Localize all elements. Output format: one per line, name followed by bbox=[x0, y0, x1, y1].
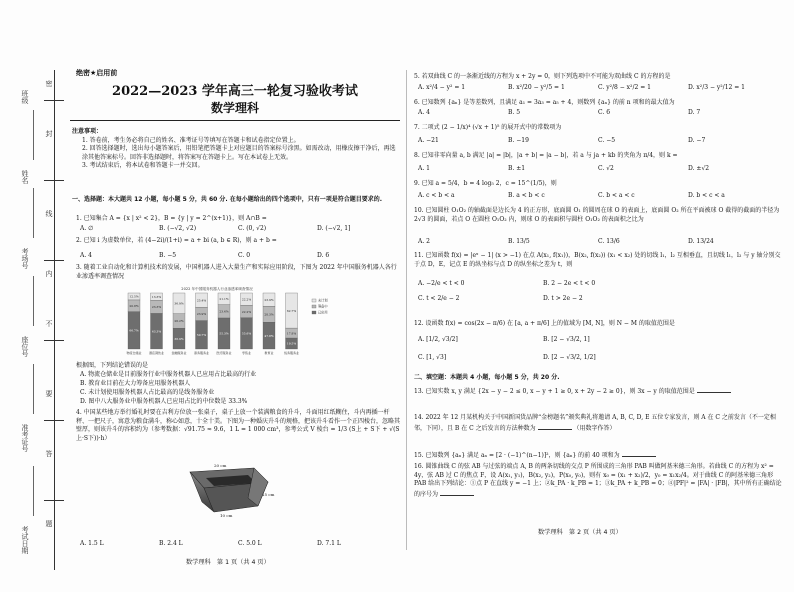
field-blank[interactable] bbox=[33, 188, 34, 238]
chart-data-label: 17.8% bbox=[286, 331, 297, 336]
option[interactable]: D. b < c < a bbox=[688, 192, 725, 199]
option[interactable]: A. [1/2, √3/2] bbox=[418, 336, 458, 343]
answer-blank[interactable] bbox=[538, 423, 572, 430]
option[interactable]: C. 0 bbox=[238, 252, 251, 259]
question-15: 15. 已知数列 {aₙ} 满足 aₙ = [2 · (−1)^(n−1)]²，则 {aₙ} 的前 40 项和为 bbox=[414, 450, 784, 461]
chart-data-label: 23.9% bbox=[264, 297, 274, 302]
legend-label: 已应用 bbox=[318, 310, 328, 315]
option[interactable]: C. (0, √2) bbox=[238, 225, 267, 232]
option[interactable]: D. 7 bbox=[688, 109, 701, 116]
chart-data-label: 50.7% bbox=[196, 333, 207, 338]
field-label-name: 姓名 bbox=[21, 170, 29, 184]
question-10-options bbox=[418, 238, 778, 247]
option[interactable]: D. 13/24 bbox=[688, 238, 714, 245]
question-6-options bbox=[418, 109, 778, 118]
chart-category-label: 教育业 bbox=[264, 351, 274, 355]
chart-data-label: 63.3% bbox=[151, 329, 162, 334]
sealed-char: 线 bbox=[45, 210, 53, 217]
option[interactable]: A. −21 bbox=[418, 137, 439, 144]
option[interactable]: D. x²/3 − y²/12 = 1 bbox=[688, 84, 745, 91]
option[interactable]: A. 4 bbox=[418, 109, 430, 116]
legend-swatch bbox=[312, 305, 316, 308]
option[interactable]: B. 5 bbox=[508, 109, 521, 116]
option[interactable]: A. 1 bbox=[418, 165, 430, 172]
question-3-option-b[interactable]: B. 教育业目前在大力筹备应用服务机器人 bbox=[80, 380, 191, 387]
question-2-options bbox=[80, 252, 396, 261]
section-one-heading: 一、选择题：本大题共 12 小题，每小题 5 分，共 60 分. 在每小题给出的四个选项中，只有一项是符合题目要求的. bbox=[72, 196, 383, 203]
notes-heading: 注意事项： bbox=[72, 128, 103, 135]
basin-bottom-label: 10 cm bbox=[220, 513, 233, 518]
question-3: 3. 随着工业自动化和计算机技术的发展，中国机器人进入大量生产和实际应用阶段，下图为 2022 年中国服务机器人各行业渗透率调查情况 bbox=[76, 264, 397, 280]
option[interactable]: A. c < b < a bbox=[418, 192, 455, 199]
option[interactable]: A. ∅ bbox=[80, 225, 94, 232]
option[interactable]: D. ±√2 bbox=[688, 165, 710, 172]
option[interactable]: B. 2.4 L bbox=[159, 540, 183, 547]
answer-blank[interactable] bbox=[440, 489, 474, 496]
field-label-date: 考试日期 bbox=[21, 526, 29, 554]
field-label-room: 考场号 bbox=[21, 248, 29, 269]
option[interactable]: C. 13/6 bbox=[598, 238, 620, 245]
question-8: 8. 已知非零向量 a, b 满足 |a| = |b|，|a + b| = |a − b|，若 a 与 ja + kb 的夹角为 π/4，则 k = bbox=[414, 152, 678, 159]
field-blank[interactable] bbox=[33, 276, 34, 326]
question-1: 1. 已知集合 A = {x | x² < 2}，B = {y | y = 2^(x+1)}，则 A∩B = bbox=[76, 215, 267, 222]
option[interactable]: B. −5 bbox=[159, 252, 177, 259]
sealed-char: 不 bbox=[45, 320, 53, 327]
option[interactable]: A. 1.5 L bbox=[80, 540, 104, 547]
chart-data-label: 62.7% bbox=[286, 308, 297, 313]
option[interactable]: C. √2 bbox=[598, 165, 614, 172]
chart-data-label: 23.9% bbox=[196, 312, 207, 317]
chart-category-label: 医疗服务业 bbox=[216, 351, 232, 355]
sealed-char: 内 bbox=[45, 270, 53, 277]
option[interactable]: C. −5 bbox=[598, 137, 616, 144]
question-6: 6. 已知数列 {aₙ} 是等差数列，且满足 a₁ = 3a₃ = a₅ + 4，则数列 {aₙ} 的前 n 项和的最大值为 bbox=[414, 99, 675, 106]
field-label-class: 班级 bbox=[21, 90, 29, 104]
option[interactable]: A. −2/e < t < 0 bbox=[418, 280, 465, 287]
question-12: 12. 设函数 f(x) = cos(2x − π/6) 在 [a, a + π/6] 上的值域为 [M, N]，则 N − M 的取值范围是 bbox=[414, 320, 675, 327]
exam-subject: 数学理科 bbox=[210, 101, 259, 115]
chart-data-label: 19.5% bbox=[286, 341, 297, 346]
note-item: 1. 答卷前，考生务必将自己的姓名、准考证号等填写在答题卡和试卷指定位置上。 bbox=[82, 136, 300, 144]
question-1-options bbox=[80, 225, 396, 234]
question-12-options-row2 bbox=[418, 354, 668, 363]
column-divider bbox=[406, 70, 407, 550]
sealed-char: 要 bbox=[45, 390, 53, 397]
legend-label: 筹备中 bbox=[318, 304, 328, 309]
question-11-options-row1 bbox=[418, 280, 668, 289]
field-blank[interactable] bbox=[33, 364, 34, 414]
note-item: 2. 回答选择题时，选出每小题答案后，用铅笔把答题卡上对应题目的答案标号涂黑。如需改动，用橡皮擦干净后，再选涂其他答案标号。回答非选择题时，将答案写在答题卡上。写在本试卷上无效。 bbox=[82, 145, 396, 161]
chart-data-label: 20.8% bbox=[129, 304, 139, 309]
chart-category-label: 酒店餐饮业 bbox=[148, 351, 165, 355]
question-9: 9. 已知 a = 5/4，b = 4 log₅ 2，c = 15^(1/5)，则 bbox=[414, 180, 557, 187]
chart-category-label: 商务服务业 bbox=[193, 351, 210, 355]
chart-data-label: 47.8% bbox=[264, 333, 274, 338]
question-13: 13. 已知实数 x, y 满足 {2x − y − 2 ≤ 0, x − y + 1 ≥ 0, x + 2y − 2 ≥ 0}，则 3x − y 的取值范围是 bbox=[414, 386, 784, 397]
sealed-char: 题 bbox=[45, 520, 53, 527]
chart-data-label: 23.3% bbox=[151, 305, 162, 310]
chart-data-label: 12.5% bbox=[129, 294, 139, 299]
question-3-option-d[interactable]: D. 图中八大服务业中服务机器人已应用占比的中位数是 33.3% bbox=[80, 398, 248, 405]
chart-data-label: 25.4% bbox=[196, 298, 207, 303]
legend-swatch bbox=[312, 311, 316, 314]
question-3-prompt: 根据图，下列结论错误的是 bbox=[76, 362, 149, 369]
note-item: 3. 考试结束后，将本试卷和答题卡一并交回。 bbox=[82, 162, 204, 170]
chart-category-label: 金融服务业 bbox=[171, 351, 187, 355]
chart-category-label: 线务服务业 bbox=[283, 351, 300, 355]
chart-data-label: 36.9% bbox=[174, 336, 184, 341]
chart-category-label: 物流仓储业 bbox=[126, 351, 142, 355]
option[interactable]: D. t > 2e − 2 bbox=[543, 295, 583, 302]
answer-blank[interactable] bbox=[622, 450, 656, 457]
option[interactable]: B. 2 − 2e < t < 0 bbox=[543, 280, 596, 287]
chart-data-label: 66.7% bbox=[129, 328, 139, 333]
option[interactable]: B. −19 bbox=[508, 137, 529, 144]
binding-margin bbox=[0, 70, 64, 570]
option[interactable]: B. (−√2, √2) bbox=[159, 225, 197, 232]
question-16: 16. 圆锥曲线 C 的弦 AB 与过弦的端点 A, B 的两条切线的交点 P 所围成的三角形 PAB 叫做阿基米德三角形。若曲线 C 的方程为 x² = 4y，弦 AB 过 C 的焦点 F，设 A(x₁, y₁)，B(x₂, y₂)，P(x₀, y₀)，则有 x₀ = (x₁ + x₂)/2，y₀ = x₁x₂/4。对于曲线 C 的阿基米德三角形 PAB 给出下列结论：①点 P 在直线 y = −1 上；②k_PA · k_PB = 1；③k_PA + k_PB = 0；④|PF|² = |FA| · |FB|，其中所有正确结论的序号为 bbox=[414, 463, 782, 498]
question-5: 5. 若双曲线 C 的一条渐近线的方程为 x + 2y = 0，则下列选项中不可能为双曲线 C 的方程的是 bbox=[414, 73, 671, 80]
chart-data-label: 13.3% bbox=[151, 294, 162, 299]
question-4: 4. 中国某些地方举行婚礼时要在吉利方位放一张桌子，桌子上放一个装满粮食的升斗，斗面用红纸糊住，斗内再插一杆秤、一把尺子，寓意为粮食满斗，称心如意，十全十美。下图为一种婚庆升斗的规格，把该升斗看作一个正四棱台，忽略其壁厚，则该升斗的容积约为（参考数据：√91.75 ≈ 9.6，1 L = 1 000 cm³，参考公式 V 棱台 = 1/3 (S上 + S下 + √(S上·S下))·h） bbox=[76, 409, 401, 442]
question-11: 11. 已知函数 f(x) = |eˣ − 1| (x > −1) 在点 A(x₁, f(x₁))，B(x₂, f(x₂)) (x₁ < x₂) 处的切线 l₁，l₂ 互相垂直，且切线 l₁，l₂ 与 y 轴分别交于点 D，E，记点 E 的纵坐标与点 D 的纵坐标之差为 t，则 bbox=[414, 252, 781, 268]
question-10: 10. 已知圆柱 O₁O₂ 的轴截面是边长为 4 的正方形，底面圆 O₁ 的圆周在球 O 的表面上，底面圆 O₂ 所在平面被球 O 截得的截面的半径为 2√3 的圆面，若点 O 在圆柱 O₁O₂ 内，则球 O 的表面积与圆柱 O₁O₂ 的表面积之比为 bbox=[414, 207, 780, 223]
chart-data-label: 21.1% bbox=[219, 297, 229, 302]
seal-line bbox=[54, 70, 55, 570]
option[interactable]: A. 4 bbox=[80, 252, 92, 259]
option[interactable]: B. 13/5 bbox=[508, 238, 530, 245]
question-7-options bbox=[418, 137, 778, 146]
chart-data-label: 22.2% bbox=[241, 309, 252, 314]
chart-data-label: 26.2% bbox=[174, 319, 184, 324]
page-footer-right: 数学理科 第 2 页（共 4 页） bbox=[538, 529, 622, 536]
question-4-options bbox=[80, 540, 396, 549]
option[interactable]: B. [2 − √3/2, 1] bbox=[543, 336, 590, 343]
question-3-option-a[interactable]: A. 物流仓储业是目前服务行业中服务机器人已应用占比最高的行业 bbox=[80, 371, 257, 378]
question-9-options bbox=[418, 192, 778, 201]
industry-penetration-chart bbox=[122, 285, 332, 361]
question-5-options bbox=[418, 84, 778, 93]
option[interactable]: B. a < b < c bbox=[508, 192, 545, 199]
question-2: 2. 已知 i 为虚数单位，若 (4−2i)/(1+i) = a + bi (a, b ∈ R)，则 a + b = bbox=[76, 237, 277, 244]
question-11-options-row2 bbox=[418, 295, 668, 304]
sealed-char: 密 bbox=[45, 80, 53, 87]
chart-data-label: 55.6% bbox=[241, 331, 252, 336]
option[interactable]: D. −7 bbox=[688, 137, 706, 144]
field-label-seat: 座位号 bbox=[21, 336, 29, 357]
option[interactable]: B. x²/20 − y²/5 = 1 bbox=[508, 84, 565, 91]
option[interactable]: A. 2 bbox=[418, 238, 430, 245]
question-8-options bbox=[418, 165, 778, 174]
answer-blank[interactable] bbox=[697, 386, 731, 393]
option[interactable]: D. 7.1 L bbox=[317, 540, 341, 547]
option[interactable]: C. b < a < c bbox=[598, 192, 635, 199]
chart-data-label: 36.9% bbox=[174, 301, 184, 306]
option[interactable]: C. y²/8 − x²/2 = 1 bbox=[598, 84, 651, 91]
chart-data-label: 22.2% bbox=[241, 297, 252, 302]
basin-top-label: 20 cm bbox=[214, 463, 227, 468]
question-14: 14. 2022 年 12 月某机构关于中国新国货品牌“金榜题名”颁奖典礼将邀请 A, B, C, D, E 五位专家发言，则 A 在 C 之前发言（不一定相邻，下同），且 B 在 C 之后发言的方法种数为 （用数字作答） bbox=[414, 414, 776, 432]
exam-title: 2022—2023 学年高三一轮复习验收考试 bbox=[112, 84, 358, 99]
option[interactable]: C. t < 2/e − 2 bbox=[418, 295, 460, 302]
option[interactable]: C. 5.0 L bbox=[238, 540, 262, 547]
field-label-admission: 准考证号 bbox=[21, 424, 29, 452]
sealed-char: 答 bbox=[45, 450, 53, 457]
section-two-heading: 二、填空题：本题共 4 小题，每小题 5 分，共 20 分. bbox=[414, 374, 560, 381]
chart-data-label: 23.6% bbox=[219, 309, 229, 314]
chart-title: 2022 年中国服务机器人行业渗透率调查情况 bbox=[181, 287, 253, 291]
option[interactable]: D. [2 − √3/2, 1/2] bbox=[543, 354, 596, 361]
page-footer-left: 数学理科 第 1 页（共 4 页） bbox=[186, 559, 270, 566]
notes-block bbox=[72, 128, 400, 171]
question-12-options-row1 bbox=[418, 336, 668, 345]
secret-mark: 绝密★启用前 bbox=[76, 69, 118, 77]
chart-category-label: 零售业 bbox=[241, 351, 252, 355]
chart-data-label: 28.3% bbox=[264, 312, 274, 317]
header-rule bbox=[70, 120, 400, 121]
field-blank[interactable] bbox=[33, 110, 34, 160]
question-7: 7. 二项式 (2 − 1/x)⁴ (√x + 1)⁵ 的展开式中的常数项为 bbox=[414, 124, 562, 131]
option[interactable]: D. (−√2, 1] bbox=[317, 225, 351, 232]
basin-slant-label: 15 cm bbox=[262, 492, 275, 497]
basin-figure bbox=[184, 462, 276, 518]
chart-data-label: 55.3% bbox=[219, 331, 229, 336]
sealed-char: 封 bbox=[45, 130, 53, 137]
option[interactable]: D. 6 bbox=[317, 252, 330, 259]
legend-label: 未计划 bbox=[318, 298, 328, 303]
question-3-option-c[interactable]: C. 未计划使用服务机器人占比最高的是线务服务业 bbox=[80, 389, 215, 396]
field-blank[interactable] bbox=[33, 466, 34, 516]
legend-swatch bbox=[312, 299, 316, 302]
option[interactable]: C. 6 bbox=[598, 109, 611, 116]
option[interactable]: B. ±1 bbox=[508, 165, 526, 172]
option[interactable]: A. x²/4 − y² = 1 bbox=[418, 84, 466, 91]
option[interactable]: C. [1, √3] bbox=[418, 354, 447, 361]
